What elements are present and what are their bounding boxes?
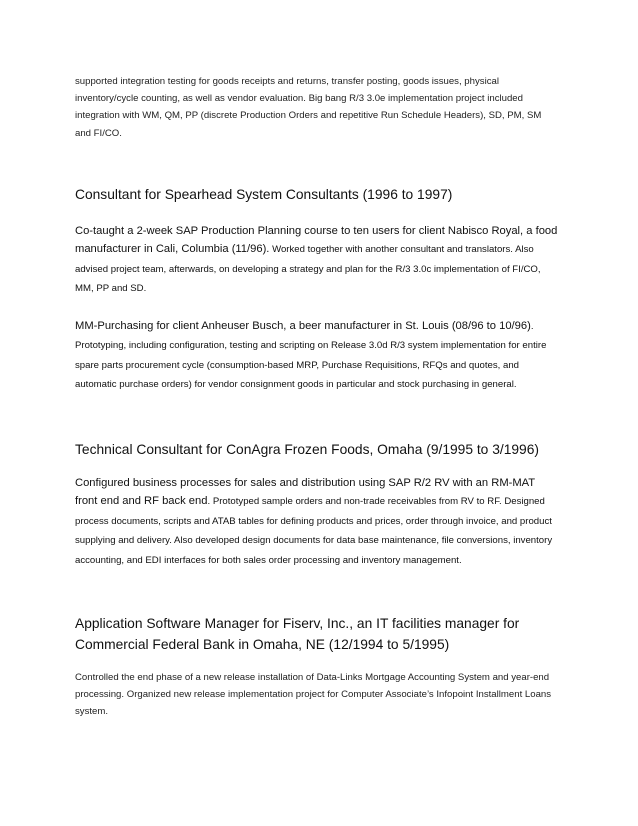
entry-text: Controlled the end phase of a new release installation of Data-Links Mortgage Accounting System and year-end processing. Organized new release implementation project for Computer Associate’s Infopoint Installment Loans system. xyxy=(75,672,552,718)
section-heading: Application Software Manager for Fiserv, Inc., an IT facilities manager for Commercial Federal Bank in Omaha, NE (12/1994 to 5/1995) xyxy=(75,616,520,652)
section-heading: Consultant for Spearhead System Consultants (1996 to 1997) xyxy=(75,187,453,202)
entry-lead: MM-Purchasing for client Anheuser Busch, a beer manufacturer in St. Louis (08/96 to 10/96) xyxy=(75,320,531,332)
entry-text: . Prototyping, including configuration, testing and scripting on Release 3.0d R/3 system implementation for entire spare parts procurement cycle (consumption-based MRP, Purchase Requisitions, RFQs and quotes, and automatic purchase orders) for vendor consignment goods in particular and stock purchasing in general. xyxy=(75,321,547,391)
entry-lead: Co-taught a 2-week SAP Production Planning course to ten users for client Nabisco Royal, a food manufacturer in Cali, Columbia (11/96). xyxy=(75,225,558,256)
section-fiserv xyxy=(75,613,560,655)
section-conagra xyxy=(75,439,560,460)
entry-lead: Configured business processes for sales and distribution using SAP R/2 RV with an RM-MAT front end and RF back end xyxy=(75,477,535,508)
intro-text: supported integration testing for goods receipts and returns, transfer posting, goods issues, physical inventory/cycle counting, as well as vendor evaluation. Big bang R/3 3.0e implementation project included integration with WM, QM, PP (discrete Production Orders and repetitive Run Schedule Headers), SD, PM, SM and FI/CO. xyxy=(75,76,542,139)
entry-text: . Prototyped sample orders and non-trade receivables from RV to RF. Designed process documents, scripts and ATAB tables for defining products and prices, order through invoice, and product supplying and delivery. Also developed design documents for data base maintenance, file conversions, inventory accounting, and EDI interfaces for both sales order processing and inventory management. xyxy=(75,496,553,566)
entry-nabisco xyxy=(75,222,560,299)
entry-fiserv xyxy=(75,669,560,721)
entry-text: Worked together with another consultant and translators. Also advised project team, afterwards, on developing a strategy and plan for the R/3 3.0c implementation of FI/CO, MM, PP and SD. xyxy=(75,244,541,295)
intro-paragraph xyxy=(75,73,560,142)
section-heading: Technical Consultant for ConAgra Frozen Foods, Omaha (9/1995 to 3/1996) xyxy=(75,442,539,457)
entry-conagra xyxy=(75,474,560,570)
section-spearhead xyxy=(75,184,560,205)
entry-anheuser-busch xyxy=(75,317,560,395)
